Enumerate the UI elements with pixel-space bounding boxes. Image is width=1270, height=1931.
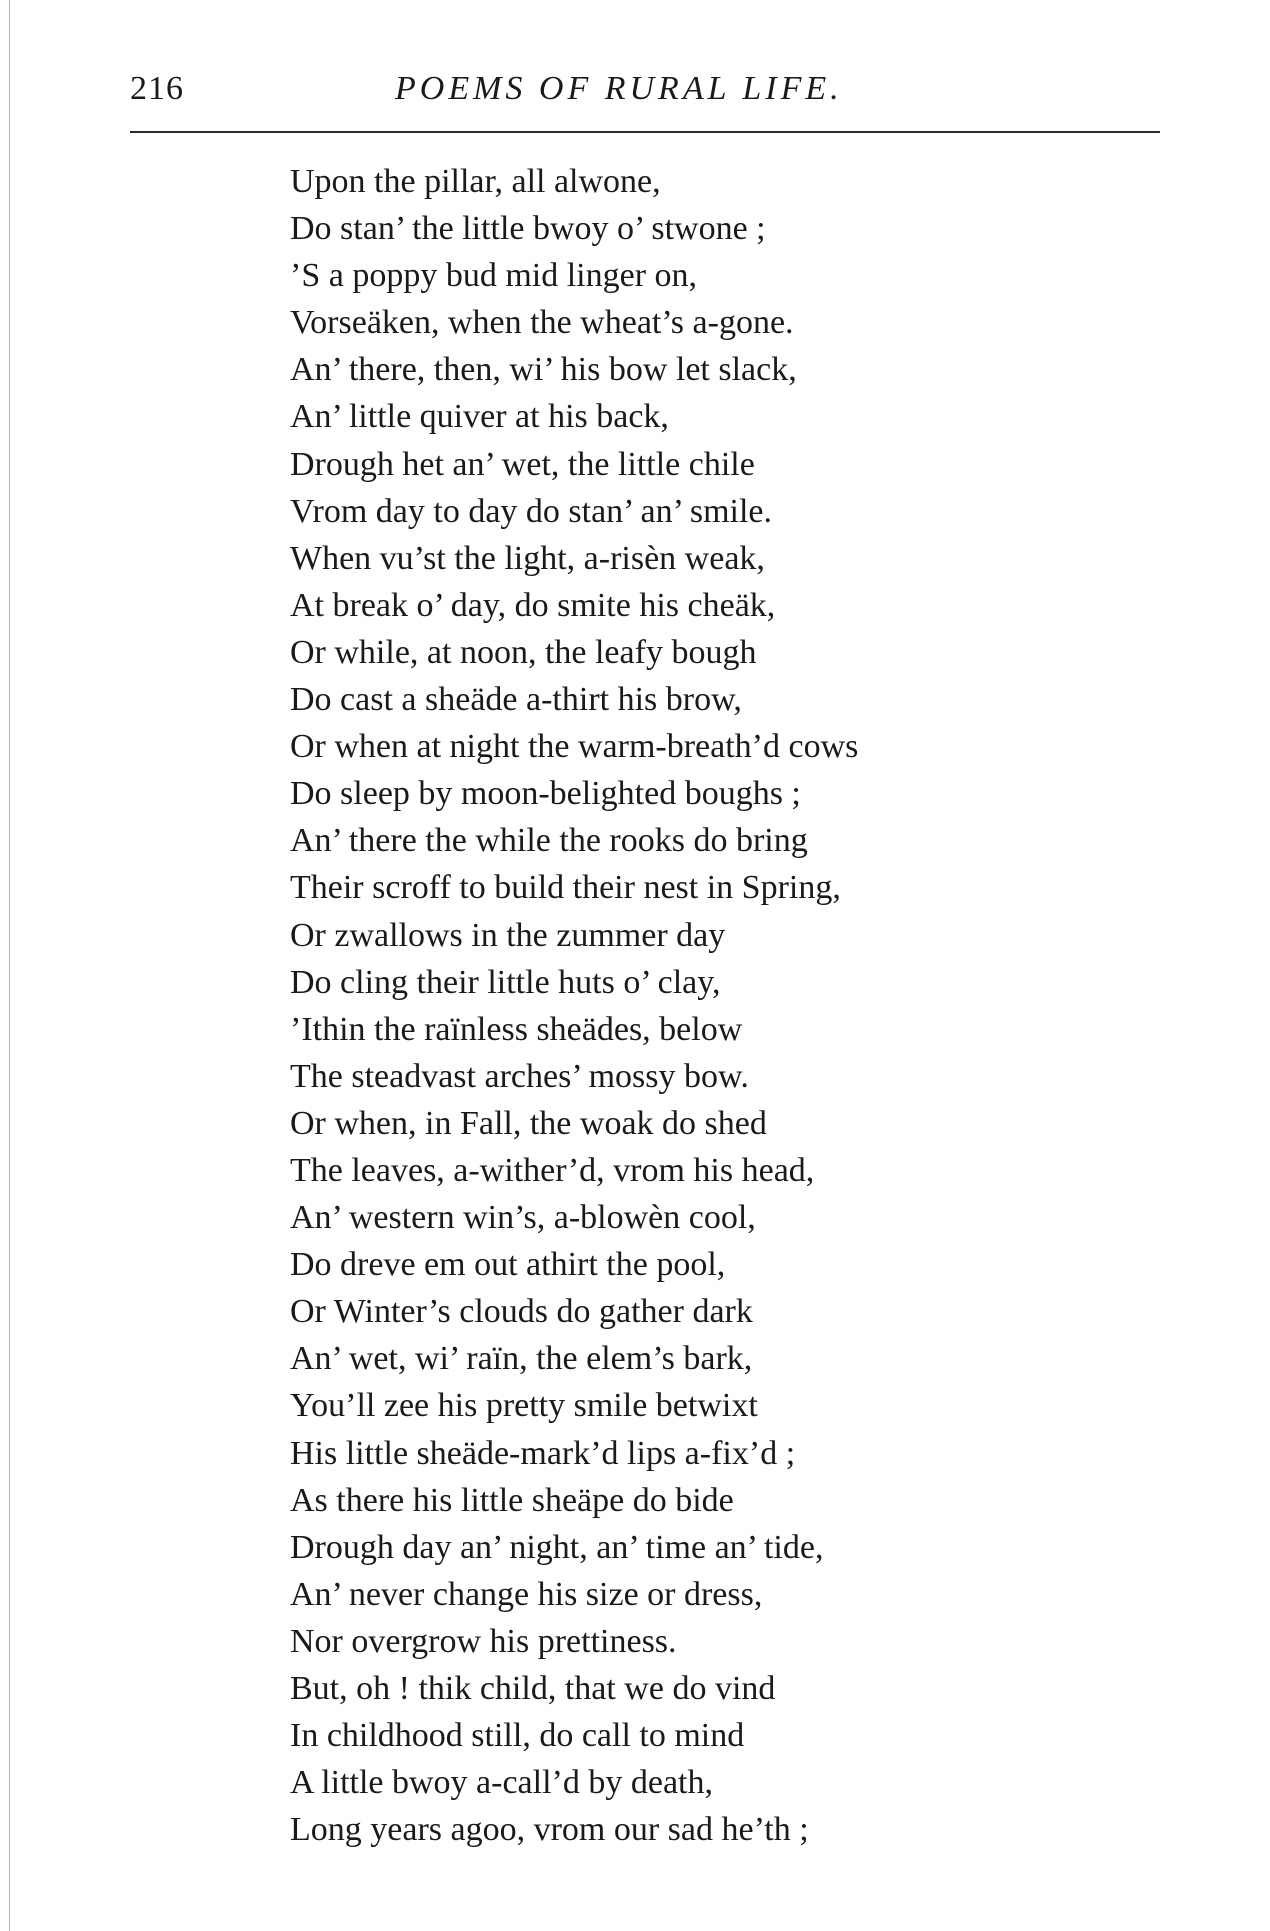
poem-line: When vu’st the light, a-risèn weak, [290, 539, 765, 577]
poem-line: Do cast a sheäde a-thirt his brow, [290, 681, 742, 719]
poem-line: An’ there the while the rooks do bring [290, 822, 808, 860]
poem-line: Vorseäken, when the wheat’s a-gone. [290, 304, 794, 342]
poem-line: ’S a poppy bud mid linger on, [290, 257, 698, 295]
poem-line: Vrom day to day do stan’ an’ smile. [290, 492, 773, 530]
poem-stanza [290, 158, 1090, 1853]
poem-line: As there his little sheäpe do bide [290, 1481, 734, 1519]
poem-line: His little sheäde-mark’d lips a-fix’d ; [290, 1434, 796, 1472]
running-head [130, 70, 1160, 120]
poem-line: An’ there, then, wi’ his bow let slack, [290, 351, 797, 389]
page-number: 216 [130, 70, 184, 107]
poem-line: Or when at night the warm-breath’d cows [290, 728, 859, 766]
poem-line: ’Ithin the raïnless sheädes, below [290, 1010, 743, 1048]
poem-line: Or Winter’s clouds do gather dark [290, 1293, 753, 1331]
poem-line: Or zwallows in the zummer day [290, 916, 726, 954]
poem-line: Upon the pillar, all alwone, [290, 163, 661, 200]
page-edge-shadow [9, 0, 10, 1931]
poem-line: Do cling their little huts o’ clay, [290, 963, 721, 1001]
poem-line: Long years agoo, vrom our sad he’th ; [290, 1811, 809, 1849]
poem-line: At break o’ day, do smite his cheäk, [290, 586, 776, 624]
poem-line: Or when, in Fall, the woak do shed [290, 1104, 767, 1142]
poem-line: Or while, at noon, the leafy bough [290, 633, 757, 671]
poem-line: The leaves, a-wither’d, vrom his head, [290, 1151, 815, 1189]
poem-line: The steadvast arches’ mossy bow. [290, 1057, 749, 1095]
running-title: POEMS OF RURAL LIFE. [395, 70, 843, 107]
poem-line: Drough het an’ wet, the little chile [290, 445, 755, 483]
poem-line: Do stan’ the little bwoy o’ stwone ; [290, 210, 766, 248]
poem-line: Drough day an’ night, an’ time an’ tide, [290, 1528, 824, 1566]
poem-line: Nor overgrow his prettiness. [290, 1622, 677, 1660]
poem-line: You’ll zee his pretty smile betwixt [290, 1387, 758, 1425]
poem-line: A little bwoy a-call’d by death, [290, 1764, 713, 1802]
poem-line: An’ western win’s, a-blowèn cool, [290, 1199, 756, 1237]
poem-line: An’ wet, wi’ raïn, the elem’s bark, [290, 1340, 753, 1378]
poem-line: Do dreve em out athirt the pool, [290, 1246, 726, 1284]
poem-line: But, oh ! thik child, that we do vind [290, 1670, 776, 1707]
poem-line: Do sleep by moon-belighted boughs ; [290, 775, 801, 813]
poem-line: An’ little quiver at his back, [290, 398, 669, 436]
header-rule [130, 131, 1160, 133]
poem-line: In childhood still, do call to mind [290, 1717, 745, 1755]
poem-line: Their scroff to build their nest in Spring, [290, 869, 841, 907]
poem-line: An’ never change his size or dress, [290, 1575, 763, 1613]
